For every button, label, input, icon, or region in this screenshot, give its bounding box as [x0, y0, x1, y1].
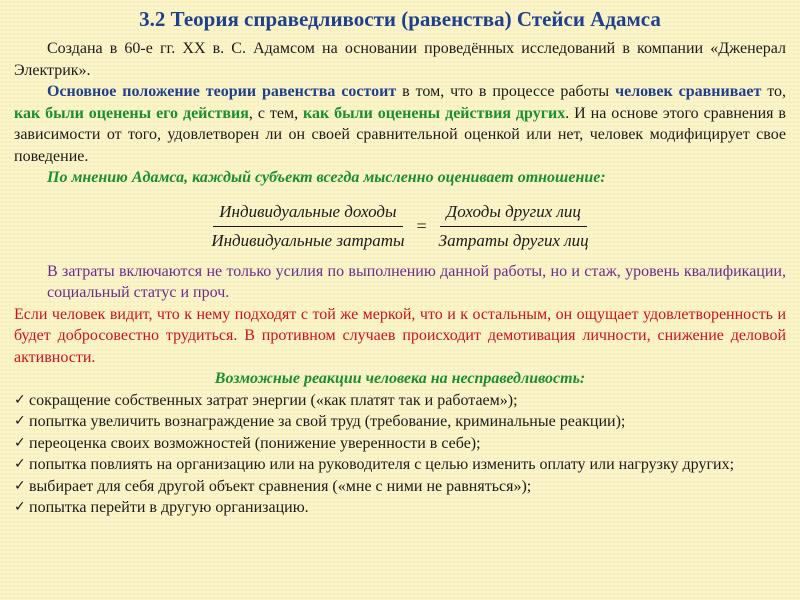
left-denominator: Индивидуальные затраты: [211, 231, 405, 250]
main-thesis-paragraph: [14, 81, 786, 167]
thesis-highlight: человек сравнивает: [615, 83, 762, 100]
thesis-text: . И на основе этого сравнения в зависимости от того, удовлетворен ли он своей сравнительной оценкой или нет, человек модифицирует свое поведение.: [14, 104, 786, 165]
check-icon: ✓: [14, 391, 26, 408]
reactions-list: [14, 390, 786, 519]
list-item: ✓ попытка перейти в другую организацию.: [14, 497, 786, 519]
satisfaction-paragraph: Если человек видит, что к нему подходят с той же меркой, что и к остальным, он ощущает удовлетворенность и будет добросовестно трудиться. В противном случаев происходит демотивация личности, снижение деловой активности.: [14, 305, 786, 366]
thesis-highlight-green: как были оценены его действия: [14, 104, 249, 122]
thesis-highlight-green: как были оценены действия других: [303, 104, 566, 122]
right-numerator: Доходы других лиц: [440, 202, 587, 227]
check-icon: ✓: [14, 413, 26, 429]
costs-paragraph: В затраты включаются не только усилия по выполнению данной работы, но и стаж, уровень квалификации, социальный статус и проч.: [47, 262, 786, 301]
adams-opinion: По мнению Адамса, каждый субъект всегда мысленно оценивает отношение:: [47, 169, 606, 186]
right-denominator: Затраты других лиц: [438, 231, 589, 250]
slide-title: 3.2 Теория справедливости (равенства) Стейси Адамса: [139, 7, 661, 31]
equals-sign: =: [416, 216, 427, 236]
check-icon: ✓: [14, 456, 26, 472]
thesis-highlight: Основное положение теории равенства состоит: [47, 83, 397, 100]
left-numerator: Индивидуальные доходы: [213, 202, 402, 227]
list-item: ✓ сокращение собственных затрат энергии («как платят так и работаем»);: [14, 390, 786, 412]
list-item: ✓ попытка увеличить вознаграждение за свой труд (требование, криминальные реакции);: [14, 411, 786, 433]
list-item: ✓ переоценка своих возможностей (понижение уверенности в себе);: [14, 433, 786, 455]
thesis-text: то,: [761, 83, 787, 100]
check-icon: ✓: [14, 499, 26, 515]
intro-paragraph: Создана в 60-е гг. XX в. С. Адамсом на основании проведённых исследований в компании «Дженерал Электрик».: [14, 40, 786, 79]
check-icon: ✓: [14, 477, 26, 494]
list-item: ✓ выбирает для себя другой объект сравнения («мне с ними не равняться»);: [14, 476, 786, 498]
left-fraction: [205, 202, 410, 251]
check-icon: ✓: [14, 434, 26, 451]
thesis-text: в том, что в процессе работы: [396, 83, 616, 100]
reactions-heading: Возможные реакции человека на несправедливость:: [214, 370, 586, 387]
thesis-text: , с тем,: [248, 104, 304, 122]
right-fraction: [433, 202, 595, 251]
equity-formula: [14, 195, 786, 259]
list-item: ✓ попытка повлиять на организацию или на руководителя с целью изменить оплату или нагрузку других;: [14, 454, 786, 476]
